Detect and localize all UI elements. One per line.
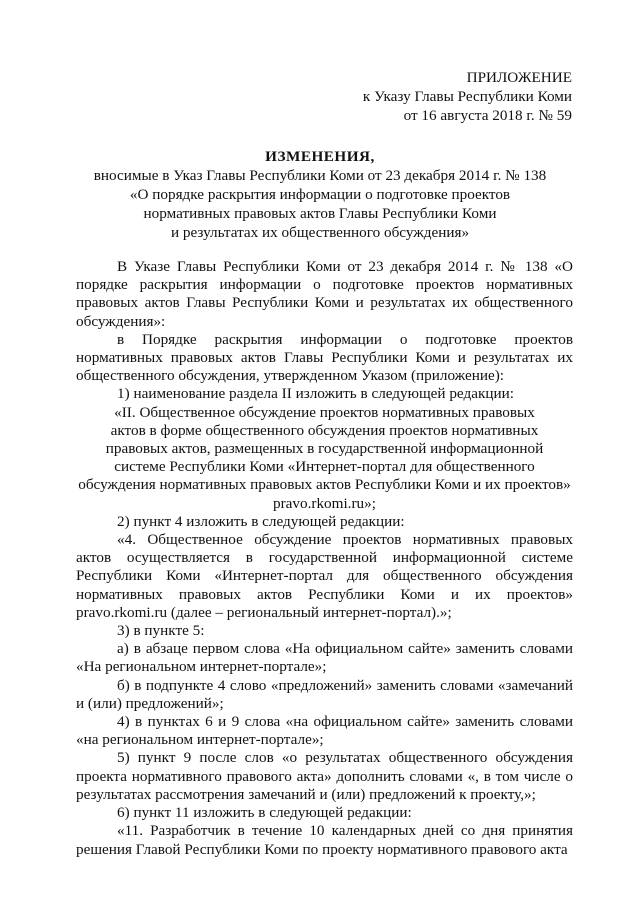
appendix-title: ПРИЛОЖЕНИЕ	[466, 69, 572, 86]
heading-line-3: нормативных правовых актов Главы Республики Коми	[143, 205, 497, 222]
appendix-date: от 16 августа 2018 г. № 59	[403, 107, 572, 124]
heading-line-4: и результатах их общественного обсуждения»	[170, 224, 470, 241]
quote-line-5: обсуждения нормативных правовых актов Республики Коми и их проектов»	[78, 476, 571, 494]
paragraph-item-5: 5) пункт 9 после слов «о результатах общественного обсуждения проекта нормативного правового акта» дополнить словами «, в том числе о результатах рассмотрения замечаний и (или) предложений к проекту,»;	[76, 749, 573, 803]
paragraph-item-3a: а) в абзаце первом слова «На официальном сайте» заменить словами «На региональном интернет-портале»;	[76, 640, 573, 676]
paragraph-item-2-text: «4. Общественное обсуждение проектов нормативных правовых актов осуществляется в государственной информационной системе Республики Коми «Интернет-портал для общественного обсуждения нормативных правовых актов Республики Коми и их проектов» pravo.rkomi.ru (далее – региональный интернет-портал).»;	[76, 531, 573, 621]
heading-title: ИЗМЕНЕНИЯ,	[265, 148, 375, 165]
appendix-decree: к Указу Главы Республики Коми	[362, 88, 572, 105]
paragraph-item-6-text: «11. Разработчик в течение 10 календарных дней со дня принятия решения Главой Республики Коми по проекту нормативного правового акта	[76, 822, 573, 858]
paragraph-item-1: 1) наименование раздела II изложить в следующей редакции:	[117, 385, 514, 403]
quote-line-3: правовых актов, размещенных в государственной информационной	[105, 440, 544, 458]
quote-line-2: актов в форме общественного обсуждения проектов нормативных	[110, 421, 539, 439]
paragraph-item-2: 2) пункт 4 изложить в следующей редакции:	[117, 512, 405, 530]
document-body	[76, 258, 573, 859]
quote-line-6: pravo.rkomi.ru»;	[273, 494, 376, 512]
paragraph-item-3b: б) в подпункте 4 слово «предложений» заменить словами «замечаний и (или) предложений»;	[76, 676, 573, 712]
paragraph-order: в Порядке раскрытия информации о подготовке проектов нормативных правовых актов Главы Республики Коми и результатах их общественного обсуждения, утвержденном Указом (приложение):	[76, 330, 573, 385]
quote-line-4: системе Республики Коми «Интернет-портал для общественного	[114, 458, 535, 476]
heading-line-1: вносимые в Указ Главы Республики Коми от 23 декабря 2014 г. № 138	[93, 167, 547, 184]
document-heading	[60, 147, 580, 242]
paragraph-item-4: 4) в пунктах 6 и 9 слова «на официальном сайте» заменить словами «на региональном интернет-портале»;	[76, 713, 573, 749]
paragraph-intro: В Указе Главы Республики Коми от 23 декабря 2014 г. № 138 «О порядке раскрытия информации о подготовке проектов нормативных правовых актов Главы Республики Коми и результатах их общественного обсуждения»:	[76, 258, 573, 330]
quote-line-1: «II. Общественное обсуждение проектов нормативных правовых	[114, 403, 535, 421]
paragraph-item-6: 6) пункт 11 изложить в следующей редакции:	[117, 804, 412, 822]
heading-line-2: «О порядке раскрытия информации о подготовке проектов	[129, 186, 511, 203]
appendix-block	[363, 68, 572, 125]
paragraph-item-3: 3) в пункте 5:	[117, 622, 205, 640]
